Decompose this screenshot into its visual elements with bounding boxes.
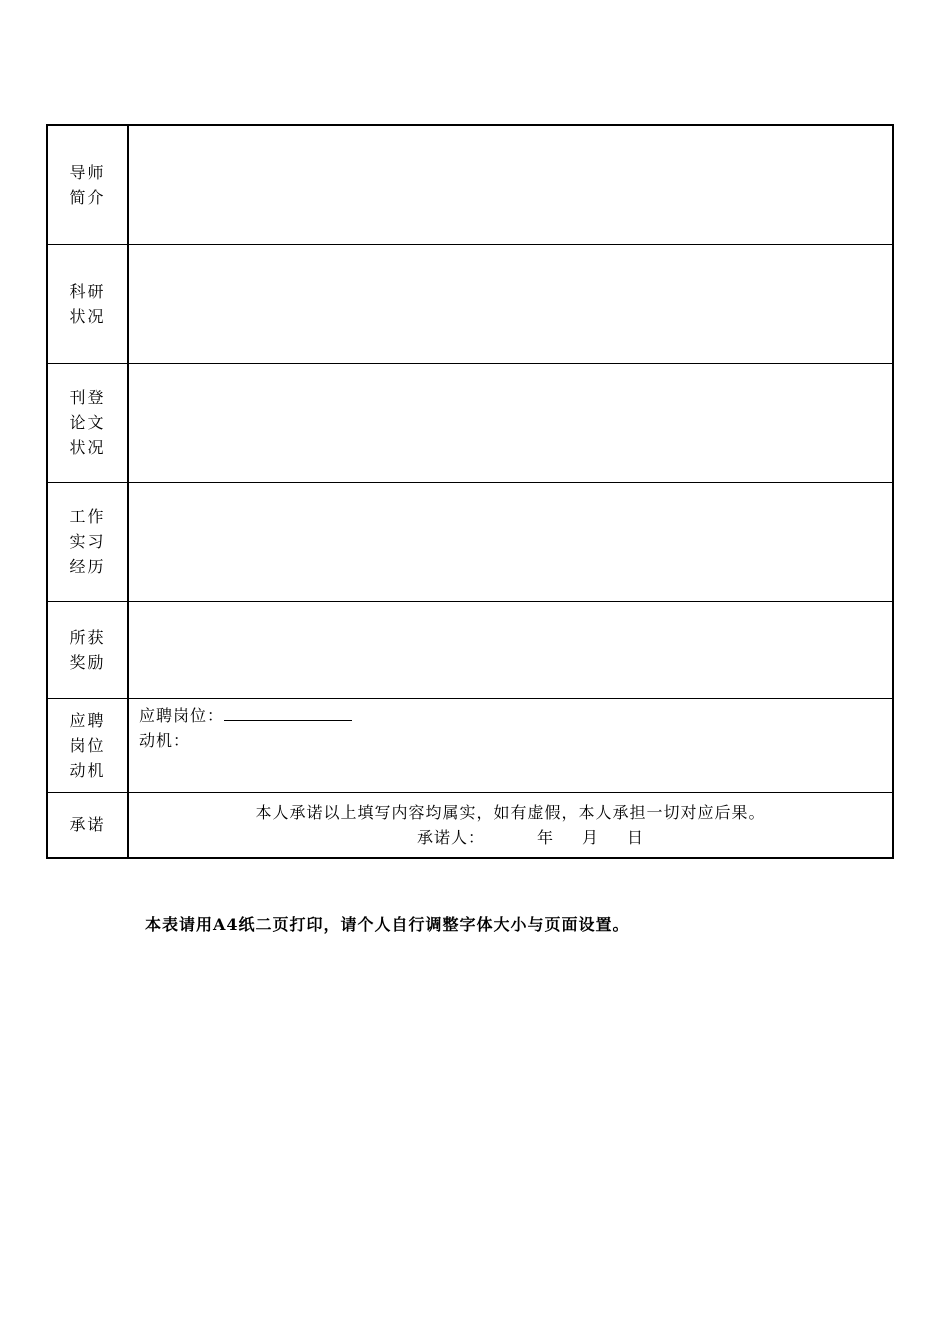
form-row-research-status: [47, 244, 893, 363]
publications-field[interactable]: [128, 363, 893, 482]
work-experience-field[interactable]: [128, 482, 893, 601]
row-label: [47, 698, 128, 792]
label-line: 应聘: [69, 710, 106, 730]
research-status-field[interactable]: [128, 244, 893, 363]
awards-field[interactable]: [128, 601, 893, 698]
label-line: 经历: [69, 557, 106, 576]
form-row-advisor-intro: [47, 125, 893, 244]
row-label: [47, 601, 128, 698]
form-row-awards: [47, 601, 893, 698]
label-line: 实习: [69, 532, 106, 551]
label-line: 刊登: [69, 388, 106, 407]
form-row-motive: [47, 698, 893, 792]
position-line: [139, 703, 892, 728]
row-label: [47, 363, 128, 482]
label-line: 状况: [69, 438, 106, 457]
label-line: 动机: [69, 760, 106, 780]
label-line: 所获: [69, 627, 106, 647]
label-line: 简介: [69, 187, 106, 207]
form-row-pledge: [47, 792, 893, 858]
row-label: [47, 125, 128, 244]
label-line: 论文: [69, 413, 106, 432]
position-label: 应聘岗位：: [139, 705, 225, 725]
row-label: [47, 244, 128, 363]
form-row-work-experience: [47, 482, 893, 601]
pledge-cell: [128, 792, 893, 858]
label-line: 工作: [69, 507, 106, 526]
label-line: 岗位: [69, 735, 106, 755]
pledge-statement: 本人承诺以上填写内容均属实，如有虚假，本人承担一切对应后果。: [255, 802, 766, 822]
day-label: 日: [627, 827, 645, 847]
position-blank[interactable]: [224, 704, 352, 721]
label-line: 科研: [69, 281, 106, 301]
pledge-sign-line: [129, 825, 892, 850]
advisor-intro-field[interactable]: [128, 125, 893, 244]
motive-label: 动机：: [139, 730, 191, 750]
row-label: [47, 482, 128, 601]
label-line: 导师: [69, 162, 106, 182]
signer-label: 承诺人：: [416, 827, 485, 847]
print-note: 本表请用A4纸二页打印，请个人自行调整字体大小与页面设置。: [145, 915, 630, 934]
row-label: 承诺: [47, 792, 128, 858]
month-label: 月: [582, 827, 600, 847]
motive-cell: [128, 698, 893, 792]
application-form-table: [46, 124, 894, 859]
form-row-publications: [47, 363, 893, 482]
year-label: 年: [536, 827, 554, 847]
label-line: 状况: [69, 306, 106, 326]
label-line: 奖励: [69, 652, 106, 672]
